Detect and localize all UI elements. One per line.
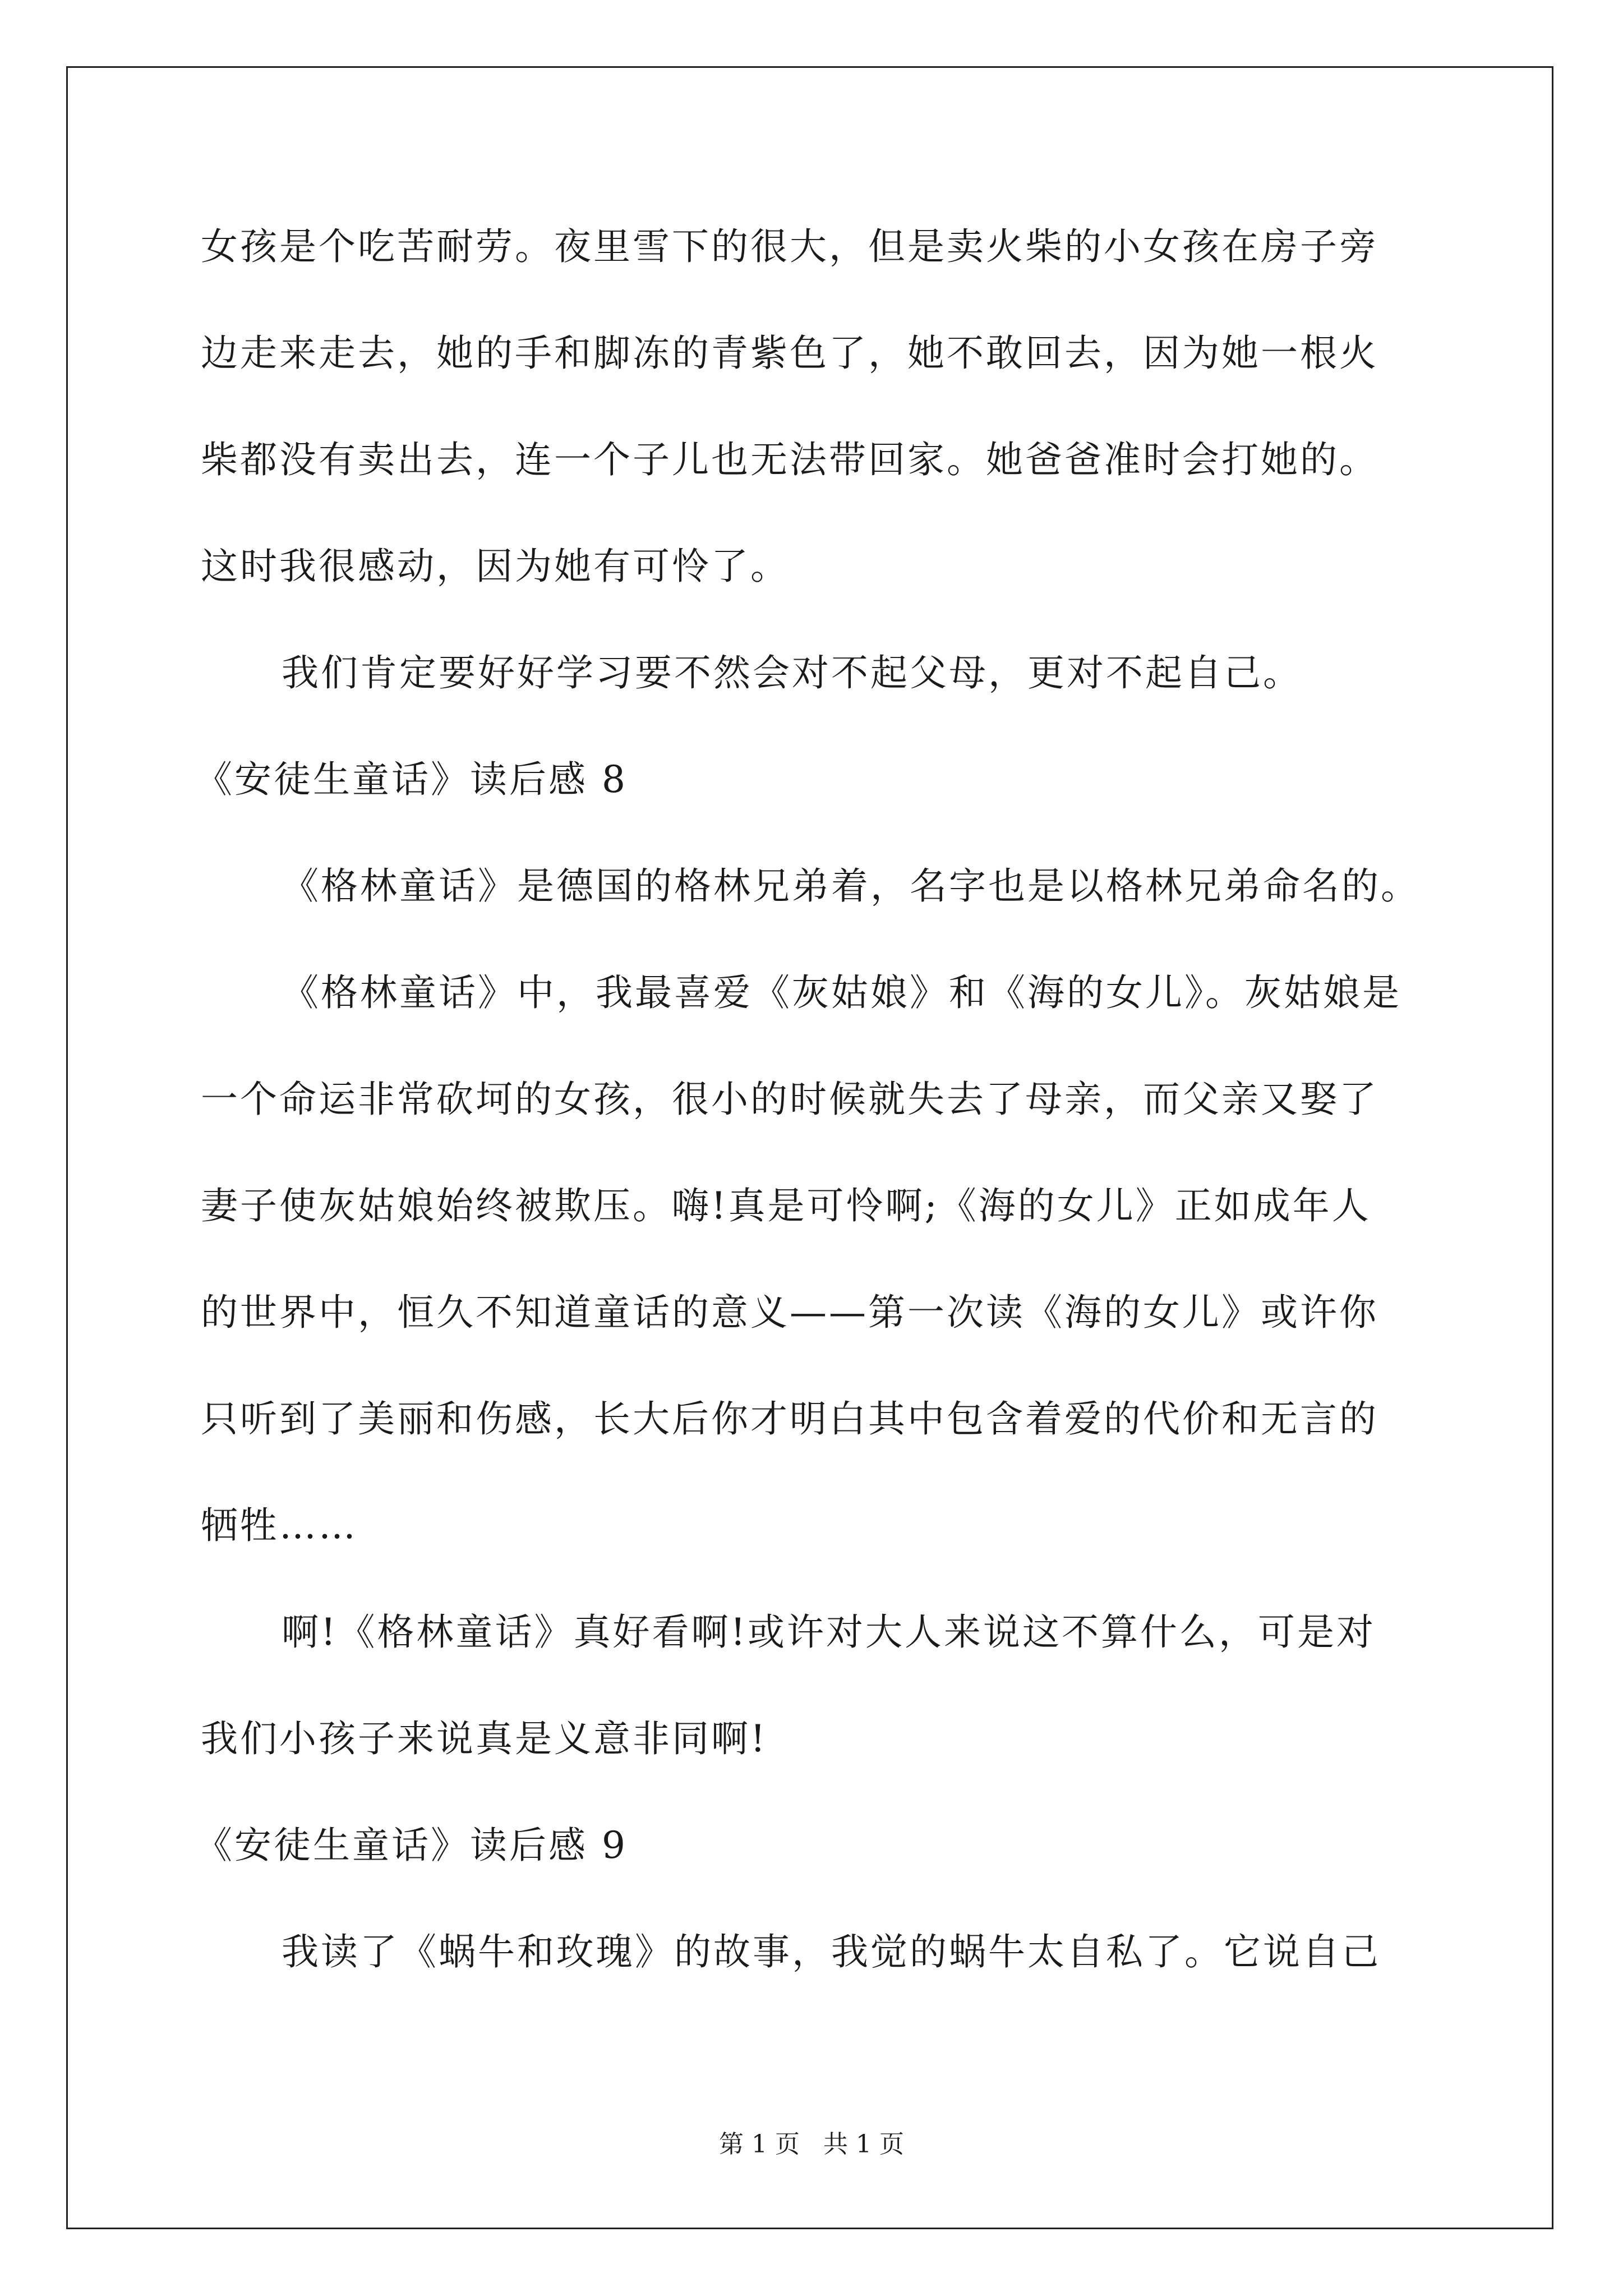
page-border	[66, 66, 1553, 2229]
body-line-15: 我们小孩子来说真是义意非同啊!	[201, 1717, 768, 1760]
body-line-14: 啊!《格林童话》真好看啊!或许对大人来说这不算什么，可是对	[282, 1611, 1376, 1654]
page-footer: 第 1 页 共 1 页	[719, 2130, 904, 2159]
body-line-4: 这时我很感动，因为她有可怜了。	[201, 545, 790, 588]
body-line-3: 柴都没有卖出去，连一个子儿也无法带回家。她爸爸准时会打她的。	[201, 438, 1378, 481]
body-line-9: 一个命运非常砍坷的女孩，很小的时候就失去了母亲，而父亲又娶了	[201, 1078, 1378, 1121]
body-line-12: 只听到了美丽和伤感，长大后你才明白其中包含着爱的代价和无言的	[201, 1397, 1378, 1441]
body-line-11: 的世界中，恒久不知道童话的意义——第一次读《海的女儿》或许你	[201, 1291, 1378, 1334]
body-line-17: 我读了《蜗牛和玫瑰》的故事，我觉的蜗牛太自私了。它说自己	[282, 1930, 1381, 1973]
section-heading-9: 《安徒生童话》读后感 9	[195, 1824, 628, 1867]
body-line-1: 女孩是个吃苦耐劳。夜里雪下的很大，但是卖火柴的小女孩在房子旁	[201, 225, 1378, 268]
body-line-7: 《格林童话》是德国的格林兄弟着，名字也是以格林兄弟命名的。	[282, 864, 1420, 908]
body-line-8: 《格林童话》中，我最喜爱《灰姑娘》和《海的女儿》。灰姑娘是	[282, 971, 1401, 1014]
section-heading-8: 《安徒生童话》读后感 8	[195, 758, 628, 801]
body-line-5: 我们肯定要好好学习要不然会对不起父母，更对不起自己。	[282, 651, 1302, 694]
body-line-13: 牺牲……	[201, 1504, 358, 1547]
body-line-10: 妻子使灰姑娘始终被欺压。嗨!真是可怜啊;《海的女儿》正如成年人	[201, 1184, 1371, 1227]
body-line-2: 边走来走去，她的手和脚冻的青紫色了，她不敢回去，因为她一根火	[201, 332, 1378, 375]
